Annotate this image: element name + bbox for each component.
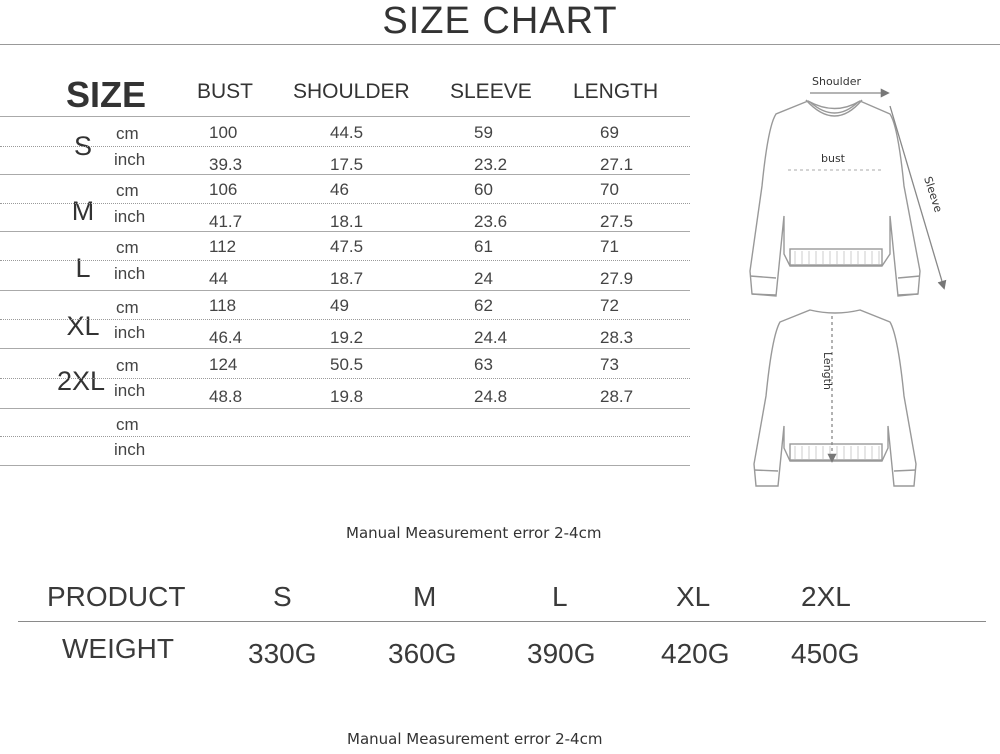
table-cell: 44.5 [330, 123, 364, 142]
table-cell: 23.6 [474, 212, 508, 231]
table-cell: 24.4 [474, 328, 508, 347]
table-row-divider [0, 146, 690, 147]
table-cell: 124 [209, 355, 238, 374]
weight-size-m: M [413, 581, 437, 612]
size-label-l: L [75, 253, 91, 283]
table-cell: 24.8 [474, 387, 508, 406]
table-cell: 100 [209, 123, 238, 142]
table-cell: 72 [600, 296, 619, 315]
table-cell: 17.5 [330, 155, 364, 174]
title-divider [0, 44, 1000, 45]
sweater-front-icon [750, 100, 920, 296]
unit-label-cm: cm [116, 124, 139, 143]
weight-size-2xl: 2XL [801, 581, 851, 612]
table-row-divider [0, 231, 690, 232]
size-label-xl: XL [66, 311, 100, 341]
table-cell: 70 [600, 180, 619, 199]
weight-size-l: L [552, 581, 568, 612]
weight-value-l: 390G [527, 638, 596, 669]
table-row-divider [0, 408, 690, 409]
table-cell: 106 [209, 180, 238, 199]
weight-row-header: WEIGHT [62, 633, 174, 664]
table-cell: 47.5 [330, 237, 364, 256]
unit-label-inch: inch [114, 207, 146, 226]
table-cell: 28.7 [600, 387, 634, 406]
table-cell: 18.1 [330, 212, 364, 231]
table-row-divider [0, 174, 690, 175]
table-row-divider [0, 465, 690, 466]
table-row-divider [0, 436, 690, 437]
table-cell: 49 [330, 296, 349, 315]
table-cell: 27.5 [600, 212, 634, 231]
table-cell: 18.7 [330, 269, 364, 288]
weight-size-s: S [273, 581, 292, 612]
size-label-m: M [71, 196, 95, 226]
table-row-divider [0, 116, 690, 117]
sleeve-label: Sleeve [921, 174, 945, 214]
weight-table-divider [18, 621, 986, 622]
table-cell: 19.8 [330, 387, 364, 406]
unit-label-cm: cm [116, 298, 139, 317]
table-row-divider [0, 290, 690, 291]
table-cell: 118 [209, 296, 237, 315]
length-label: Length [821, 352, 834, 390]
table-cell: 69 [600, 123, 619, 142]
table-cell: 71 [600, 237, 619, 256]
table-row-divider [0, 203, 690, 204]
table-cell: 48.8 [209, 387, 243, 406]
table-cell: 112 [209, 237, 237, 256]
table-cell: 27.1 [600, 155, 634, 174]
table-cell: 19.2 [330, 328, 364, 347]
table-cell: 50.5 [330, 355, 364, 374]
unit-label-cm: cm [116, 415, 139, 434]
table-cell: 41.7 [209, 212, 243, 231]
sleeve-column-header: SLEEVE [450, 80, 532, 103]
unit-label-inch: inch [114, 264, 146, 283]
unit-label-cm: cm [116, 356, 139, 375]
bust-label: bust [821, 152, 845, 165]
table-row-divider [0, 348, 690, 349]
table-cell: 46.4 [209, 328, 243, 347]
table-cell: 39.3 [209, 155, 243, 174]
unit-label-inch: inch [114, 440, 146, 459]
weight-value-m: 360G [388, 638, 457, 669]
unit-label-cm: cm [116, 238, 139, 257]
table-cell: 46 [330, 180, 349, 199]
measurement-note: Manual Measurement error 2-4cm [346, 524, 602, 542]
table-cell: 73 [600, 355, 619, 374]
weight-size-xl: XL [676, 581, 711, 612]
unit-label-inch: inch [114, 381, 146, 400]
table-row-divider [0, 260, 690, 261]
table-cell: 59 [474, 123, 493, 142]
table-cell: 63 [474, 355, 493, 374]
shoulder-label: Shoulder [812, 75, 861, 88]
table-cell: 27.9 [600, 269, 634, 288]
size-column-header: SIZE [66, 74, 147, 115]
table-row-divider [0, 378, 690, 379]
shoulder-column-header: SHOULDER [293, 80, 410, 103]
length-column-header: LENGTH [573, 80, 659, 103]
size-label-s: S [73, 131, 92, 161]
table-cell: 60 [474, 180, 493, 199]
table-cell: 23.2 [474, 155, 508, 174]
table-cell: 62 [474, 296, 493, 315]
table-cell: 44 [209, 269, 228, 288]
table-cell: 61 [474, 237, 493, 256]
unit-label-inch: inch [114, 323, 146, 342]
weight-value-xl: 420G [661, 638, 730, 669]
table-row-divider [0, 319, 690, 320]
sweater-measurement-diagram [740, 66, 975, 496]
page-title: SIZE CHART [382, 0, 618, 42]
bust-column-header: BUST [197, 80, 254, 103]
table-cell: 28.3 [600, 328, 634, 347]
weight-value-2xl: 450G [791, 638, 860, 669]
weight-value-s: 330G [248, 638, 317, 669]
table-cell: 24 [474, 269, 493, 288]
sweater-back-icon [754, 310, 916, 486]
unit-label-inch: inch [114, 150, 146, 169]
unit-label-cm: cm [116, 181, 139, 200]
measurement-note: Manual Measurement error 2-4cm [347, 730, 603, 748]
size-label-2xl: 2XL [56, 366, 106, 396]
product-row-header: PRODUCT [47, 581, 186, 612]
